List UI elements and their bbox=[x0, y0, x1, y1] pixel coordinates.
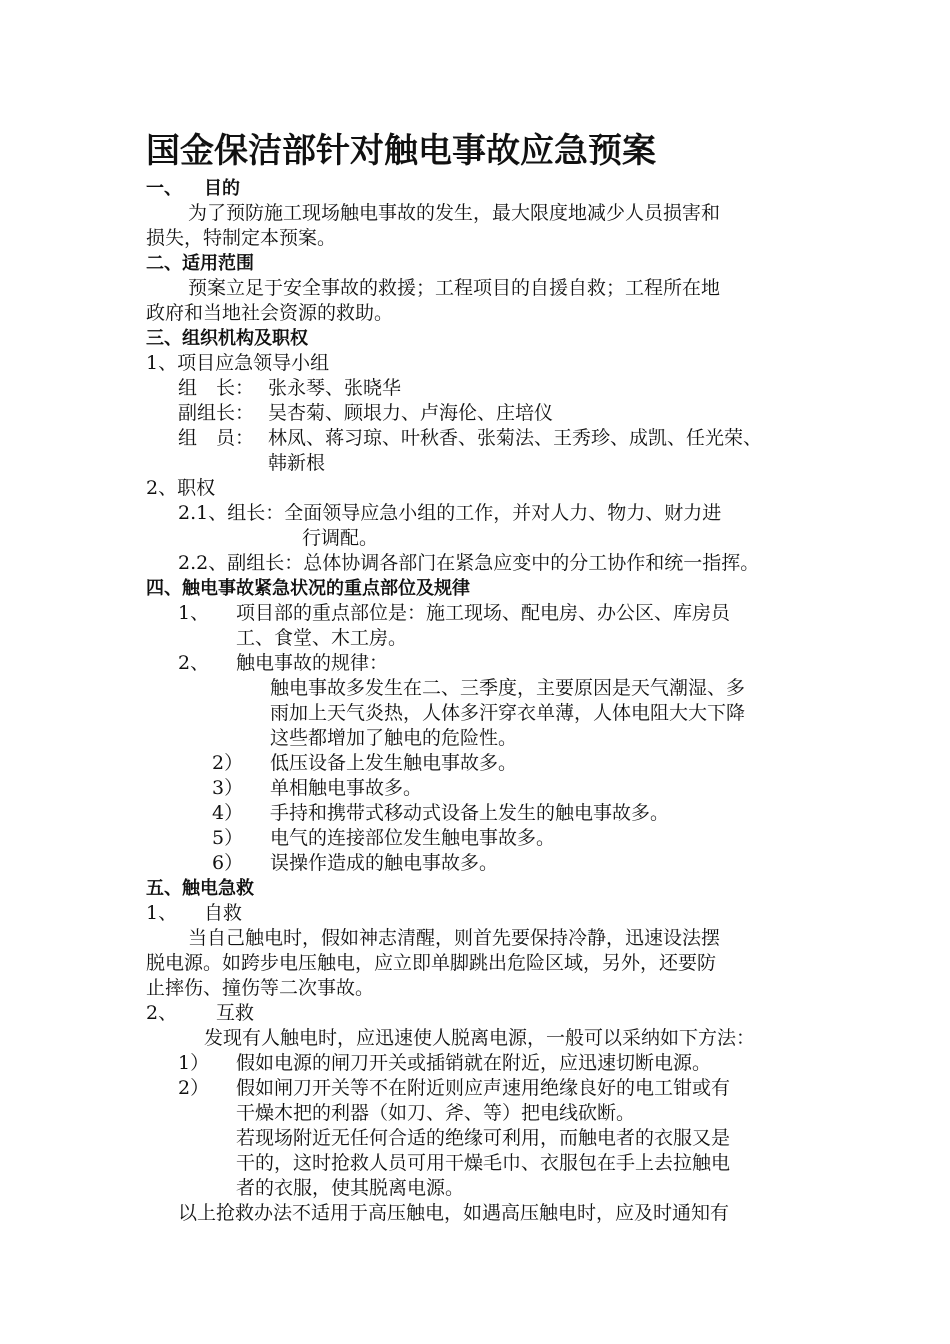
paragraph-line: 损失，特制定本预案。 bbox=[146, 227, 337, 249]
rule-item-cont: 雨加上天气炎热，人体多汗穿衣单薄，人体电阻大大下降 bbox=[270, 702, 746, 724]
paragraph-line: 政府和当地社会资源的救助。 bbox=[146, 302, 394, 324]
method-number: 2） bbox=[178, 1077, 210, 1099]
paragraph-line: 预案立足于安全事故的救援；工程项目的自援自救；工程所在地 bbox=[188, 277, 721, 299]
responsibility-item: 2.1、组长：全面领导应急小组的工作，并对人力、物力、财力进 bbox=[178, 502, 722, 524]
section-3-heading: 三、组织机构及职权 bbox=[146, 328, 308, 349]
member-names-cont: 韩新根 bbox=[268, 452, 326, 474]
member-names: 林凤、蒋习琼、叶秋香、张菊法、王秀珍、成凯、任光荣、 bbox=[268, 427, 763, 449]
rule-number: 6） bbox=[212, 852, 244, 874]
rule-item: 触电事故多发生在二、三季度，主要原因是天气潮湿、多 bbox=[270, 677, 746, 699]
item-number: 2、 bbox=[178, 652, 210, 674]
method-number: 1） bbox=[178, 1052, 210, 1074]
item-number: 1、 bbox=[178, 602, 210, 624]
subsection-heading: 1、项目应急领导小组 bbox=[146, 352, 330, 374]
section-5-heading: 五、触电急救 bbox=[146, 878, 254, 899]
list-item: 项目部的重点部位是：施工现场、配电房、办公区、库房员 bbox=[236, 602, 731, 624]
section-1-heading: 目的 bbox=[204, 178, 240, 199]
leader-names: 张永琴、张晓华 bbox=[268, 377, 402, 399]
responsibility-item: 2.2、副组长：总体协调各部门在紧急应变中的分工协作和统一指挥。 bbox=[178, 552, 760, 574]
rule-number: 2） bbox=[212, 752, 244, 774]
rule-item-cont: 这些都增加了触电的危险性。 bbox=[270, 727, 518, 749]
deputy-label: 副组长： bbox=[178, 402, 255, 424]
method-item: 假如闸刀开关等不在附近则应声速用绝缘良好的电工钳或有 bbox=[236, 1077, 731, 1099]
section-2-heading: 二、适用范围 bbox=[146, 253, 254, 274]
rule-item: 电气的连接部位发生触电事故多。 bbox=[270, 827, 556, 849]
item-number: 2、 bbox=[146, 1002, 178, 1024]
rule-number: 5） bbox=[212, 827, 244, 849]
rule-number: 4） bbox=[212, 802, 244, 824]
paragraph-line: 以上抢救办法不适用于高压触电，如遇高压触电时，应及时通知有 bbox=[178, 1202, 730, 1224]
item-number: 1、 bbox=[146, 902, 178, 924]
member-label: 组 员： bbox=[178, 427, 255, 449]
subsection-heading: 自救 bbox=[204, 902, 243, 924]
leader-label: 组 长： bbox=[178, 377, 255, 399]
paragraph-line: 止摔伤、撞伤等二次事故。 bbox=[146, 977, 375, 999]
method-item-cont: 者的衣服，使其脱离电源。 bbox=[236, 1177, 465, 1199]
section-1-number: 一、 bbox=[146, 178, 182, 199]
method-item-cont: 干燥木把的利器（如刀、斧、等）把电线砍断。 bbox=[236, 1102, 636, 1124]
rule-item: 误操作造成的触电事故多。 bbox=[270, 852, 499, 874]
list-item-cont: 工、食堂、木工房。 bbox=[236, 627, 408, 649]
deputy-names: 吴杏菊、顾垠力、卢海伦、庄培仪 bbox=[268, 402, 554, 424]
method-item: 若现场附近无任何合适的绝缘可利用，而触电者的衣服又是 bbox=[236, 1127, 731, 1149]
subsection-heading: 2、职权 bbox=[146, 477, 216, 499]
list-item: 触电事故的规律： bbox=[236, 652, 389, 674]
document-title: 国金保洁部针对触电事故应急预案 bbox=[146, 131, 656, 171]
method-item-cont: 干的，这时抢救人员可用干燥毛巾、衣服包在手上去拉触电 bbox=[236, 1152, 731, 1174]
paragraph-line: 为了预防施工现场触电事故的发生，最大限度地减少人员损害和 bbox=[188, 202, 721, 224]
paragraph-line: 发现有人触电时，应迅速使人脱离电源，一般可以采纳如下方法： bbox=[204, 1027, 756, 1049]
rule-item: 低压设备上发生触电事故多。 bbox=[270, 752, 518, 774]
section-4-heading: 四、触电事故紧急状况的重点部位及规律 bbox=[146, 578, 470, 599]
subsection-heading: 互救 bbox=[216, 1002, 255, 1024]
paragraph-line: 当自己触电时，假如神志清醒，则首先要保持冷静，迅速设法摆 bbox=[188, 927, 721, 949]
rule-number: 3） bbox=[212, 777, 244, 799]
rule-item: 手持和携带式移动式设备上发生的触电事故多。 bbox=[270, 802, 670, 824]
method-item: 假如电源的闸刀开关或插销就在附近，应迅速切断电源。 bbox=[236, 1052, 712, 1074]
rule-item: 单相触电事故多。 bbox=[270, 777, 423, 799]
paragraph-line: 脱电源。如跨步电压触电，应立即单脚跳出危险区域，另外，还要防 bbox=[146, 952, 717, 974]
responsibility-item-cont: 行调配。 bbox=[302, 527, 379, 549]
